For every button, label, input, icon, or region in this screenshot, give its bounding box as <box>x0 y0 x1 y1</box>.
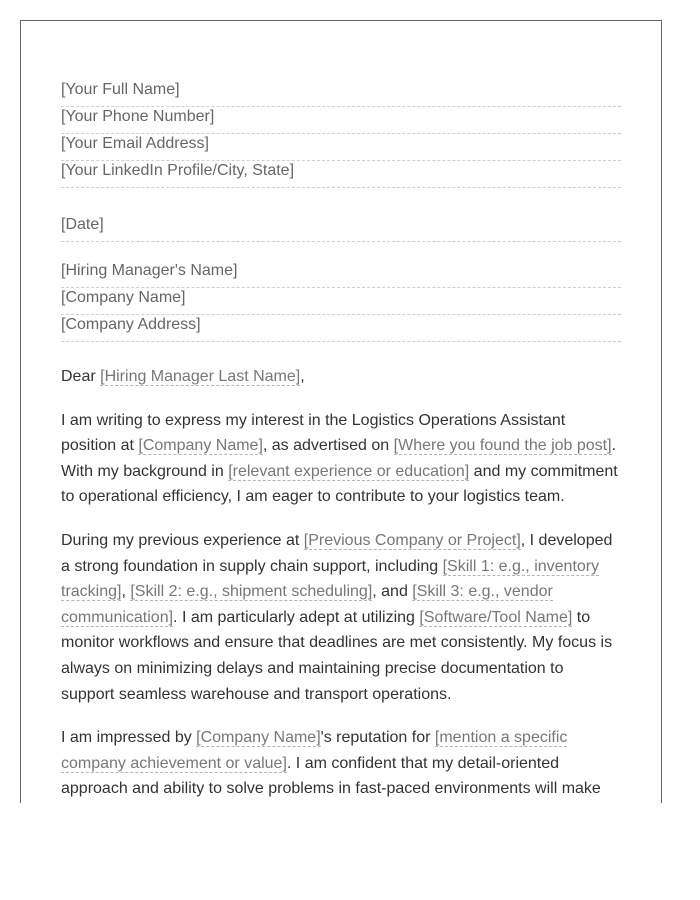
para3-text-3: . I am confident that my detail-oriented approach and ability to solve problems in fast-paced environments will make <box>61 754 601 798</box>
para2-text-4: , and <box>372 583 413 601</box>
hiring-manager-name-field[interactable]: [Hiring Manager's Name] <box>61 262 621 288</box>
para1-text-2: , as advertised on <box>262 437 394 455</box>
salutation-suffix: , <box>300 368 305 385</box>
software-tool-placeholder[interactable]: [Software/Tool Name] <box>419 608 573 626</box>
para2-text-6: to monitor workflows and ensure that deadlines are met consistently. My focus is always on minimizing delays and maintaining precise documentation to support seamless warehouse and transport operations. <box>61 608 613 703</box>
para1-text-4: and my commitment to operational efficiency, I am eager to contribute to your logistics team. <box>61 462 618 506</box>
sender-linkedin-location-field[interactable]: [Your LinkedIn Profile/City, State] <box>61 162 621 188</box>
company-address-field[interactable]: [Company Address] <box>61 316 621 342</box>
recipient-block <box>61 262 621 342</box>
previous-company-placeholder[interactable]: [Previous Company or Project] <box>303 531 521 549</box>
sender-email-field[interactable]: [Your Email Address] <box>61 135 621 161</box>
sender-block <box>61 81 621 188</box>
salutation-prefix: Dear <box>61 368 101 385</box>
para3-text-2: 's reputation for <box>320 729 435 747</box>
para3-text-1: I am impressed by <box>61 729 197 747</box>
para2-text-1: During my previous experience at <box>61 531 304 549</box>
hiring-manager-last-name-placeholder[interactable]: [Hiring Manager Last Name] <box>100 368 301 385</box>
sender-phone-field[interactable]: [Your Phone Number] <box>61 108 621 134</box>
para1-company-name-placeholder[interactable]: [Company Name] <box>138 437 263 455</box>
company-achievement-placeholder[interactable]: [mention a specific company achievement or value] <box>61 729 568 772</box>
job-post-source-placeholder[interactable]: [Where you found the job post] <box>393 437 612 455</box>
para2-text-2: , I developed a strong foundation in supply chain support, including <box>61 531 613 575</box>
paragraph-company-fit <box>61 725 621 802</box>
company-name-field[interactable]: [Company Name] <box>61 289 621 315</box>
skill-2-placeholder[interactable]: [Skill 2: e.g., shipment scheduling] <box>130 583 373 601</box>
skill-3-placeholder[interactable]: [Skill 3: e.g., vendor communication] <box>61 583 553 626</box>
skill-1-placeholder[interactable]: [Skill 1: e.g., inventory tracking] <box>61 557 600 601</box>
experience-education-placeholder[interactable]: [relevant experience or education] <box>228 462 470 480</box>
sender-full-name-field[interactable]: [Your Full Name] <box>61 81 621 107</box>
salutation <box>61 364 621 390</box>
para1-text-1: I am writing to express my interest in the Logistics Operations Assistant position at <box>61 411 566 455</box>
date-field[interactable]: [Date] <box>61 216 621 242</box>
para2-text-5: . I am particularly adept at utilizing <box>173 608 420 626</box>
para1-text-3: . With my background in <box>61 437 617 480</box>
paragraph-introduction <box>61 408 621 510</box>
paragraph-experience <box>61 528 621 707</box>
document-page <box>20 20 662 803</box>
cover-letter-body <box>61 81 621 802</box>
para3-company-name-placeholder[interactable]: [Company Name] <box>196 729 321 747</box>
para2-text-3: , <box>121 583 131 601</box>
